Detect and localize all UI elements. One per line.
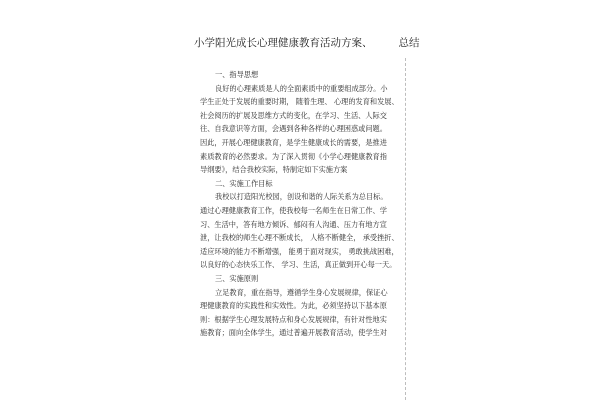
paragraph-line: 通过心理健康教育工作，使我校每一名师生在日常工作、学	[200, 205, 387, 215]
document-title	[194, 36, 420, 50]
paragraph-line: 往、自我意识等方面，会遇到各种各样的心理困惑或问题。	[200, 124, 387, 134]
document-body	[200, 68, 400, 340]
paragraph-line: 社会阅历的扩展及思维方式的变化，在学习、生活、人际交	[200, 110, 387, 120]
paragraph-line: 我校以打造阳光校园，创设和谐的人际关系为总目标。	[215, 192, 388, 202]
paragraph-line: 泄，让我校的师生心理不断成长， 人格不断健全， 承受挫折、	[200, 233, 399, 243]
document-title-side: 总结	[398, 37, 420, 49]
document-title-main: 小学阳光成长心理健康教育活动方案、	[194, 37, 373, 49]
paragraph-line: 立足教育，重在指导，遵循学生身心发展规律，保证心	[215, 287, 388, 297]
paragraph-line: 理健康教育的实践性和实效性。为此，必须坚持以下基本原	[200, 301, 387, 311]
paragraph-line: 适应环境的能力不断增强， 能勇于面对现实， 勇敢挑战困难，	[200, 246, 399, 256]
paragraph-line: 学生正处于发展的重要时期， 随着生理、 心理的发育和发展、	[200, 97, 399, 107]
section-heading: 二、实施工作目标	[215, 178, 273, 188]
paragraph-line: 习、生活中，答有地方倾诉、郁闷有人沟通、压力有地方宣	[200, 219, 387, 229]
paragraph-line: 良好的心理素质是人的全面素质中的重要组成部分。小	[215, 83, 388, 93]
paragraph-line: 因此，开展心理健康教育，是学生健康成长的需要，是推进	[200, 137, 387, 147]
document-page	[190, 28, 420, 400]
section-heading: 三、实施原则	[215, 273, 259, 283]
page-divider	[405, 58, 406, 400]
paragraph-line: 施教育；面向全体学生，通过普遍开展教育活动，使学生对	[200, 328, 387, 338]
paragraph-line: 素质教育的必然要求。为了深入贯彻《小学心理健康教育指	[200, 151, 387, 161]
paragraph-line: 以良好的心态快乐工作、 学习、生活，真正做到开心每一天。	[200, 260, 397, 270]
paragraph-line: 则：根据学生心理发展特点和身心发展规律，有针对性地实	[200, 314, 387, 324]
section-heading: 一、指导思想	[215, 70, 259, 79]
paragraph-line: 导纲要》，结合我校实际，特制定如下实施方案	[200, 165, 348, 175]
